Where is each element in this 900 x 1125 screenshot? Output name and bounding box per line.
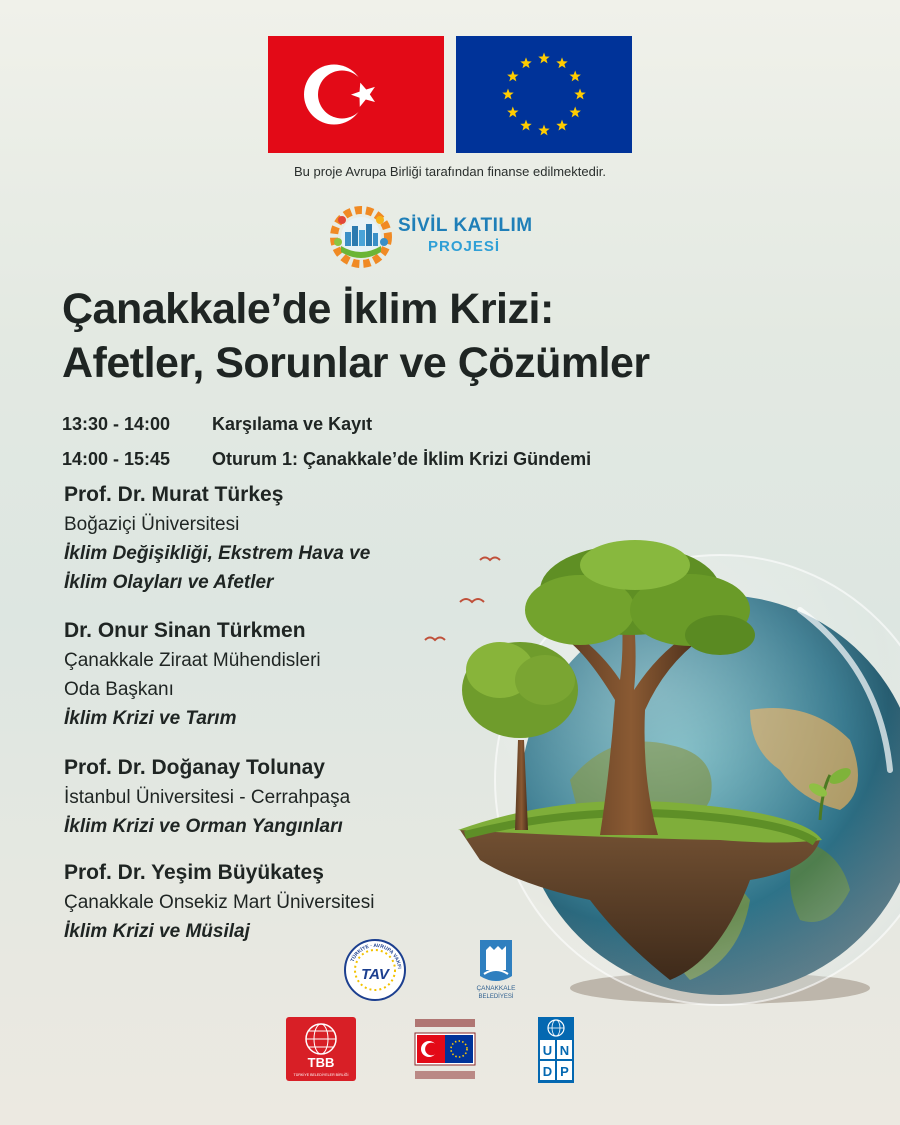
eu-star-icon xyxy=(520,120,531,131)
eu-star-icon xyxy=(538,53,549,64)
eu-star-icon xyxy=(574,89,585,100)
speaker-topic: İklim Krizi ve Orman Yangınları xyxy=(64,816,343,837)
eu-star-icon xyxy=(520,57,531,68)
tav-logo xyxy=(342,937,408,1003)
speaker-name: Prof. Dr. Murat Türkeş xyxy=(64,483,284,506)
eu-flag xyxy=(456,36,632,153)
eu-star-icon xyxy=(507,71,518,82)
headline-line-2: Afetler, Sorunlar ve Çözümler xyxy=(62,339,650,387)
speaker-topic: İklim Krizi ve Müsilaj xyxy=(64,921,250,942)
tav-ring-text: TÜRKİYE · AVRUPA VAKFI xyxy=(349,942,402,970)
tbb-logo xyxy=(286,1017,356,1081)
tav-label: TAV xyxy=(361,966,389,983)
eu-stars-icon xyxy=(456,36,632,153)
eu-star-icon xyxy=(538,125,549,136)
speaker-topic: İklim Olayları ve Afetler xyxy=(64,572,274,593)
schedule-label: Karşılama ve Kayıt xyxy=(212,414,373,434)
schedule-row xyxy=(62,449,591,470)
crescent-star-icon xyxy=(268,36,444,153)
eu-star-icon xyxy=(507,107,518,118)
schedule-time: 13:30 - 14:00 xyxy=(62,414,171,434)
speaker-topic: İklim Krizi ve Tarım xyxy=(64,708,237,729)
eu-star-icon xyxy=(556,120,567,131)
turkey-flag xyxy=(268,36,444,153)
undp-letter-p: P xyxy=(560,1064,569,1079)
speaker-affiliation: Oda Başkanı xyxy=(64,679,174,700)
eu-star-icon xyxy=(556,57,567,68)
eu-affairs-directorate-logo xyxy=(413,1017,477,1083)
belediyesi-label: BELEDİYESİ xyxy=(478,994,514,1000)
canakkale-label: ÇANAKKALE xyxy=(476,985,516,992)
speaker-affiliation: Çanakkale Ziraat Mühendisleri xyxy=(64,650,321,671)
project-logo-subtitle: PROJESİ xyxy=(428,238,501,255)
tbb-label: TBB xyxy=(307,1055,335,1070)
eu-star-icon xyxy=(569,107,580,118)
speaker-name: Prof. Dr. Doğanay Tolunay xyxy=(64,756,325,779)
eu-star-icon xyxy=(569,71,580,82)
tbb-sub-label: TÜRKİYE BELEDİYELER BİRLİĞİ xyxy=(293,1073,349,1077)
eu-star-icon xyxy=(502,89,513,100)
schedule-label: Oturum 1: Çanakkale’de İklim Krizi Gündemi xyxy=(212,449,592,469)
undp-letter-u: U xyxy=(542,1043,553,1058)
eu-funding-caption: Bu proje Avrupa Birliği tarafından finanse edilmektedir. xyxy=(294,164,606,179)
canakkale-belediyesi-logo xyxy=(466,936,526,1002)
project-logo-title: SİVİL KATILIM xyxy=(398,215,533,236)
undp-logo xyxy=(538,1017,574,1083)
sivil-katilim-logo-icon xyxy=(330,206,392,268)
speaker-affiliation: Boğaziçi Üniversitesi xyxy=(64,514,240,535)
speaker-name: Dr. Onur Sinan Türkmen xyxy=(64,619,306,642)
schedule-time: 14:00 - 15:45 xyxy=(62,449,171,469)
speaker-affiliation: İstanbul Üniversitesi - Cerrahpaşa xyxy=(64,787,351,808)
undp-letter-n: N xyxy=(559,1043,570,1058)
speaker-topic: İklim Değişikliği, Ekstrem Hava ve xyxy=(64,543,371,564)
undp-letter-d: D xyxy=(542,1064,553,1079)
headline-line-1: Çanakkale’de İklim Krizi: xyxy=(62,285,554,333)
speaker-name: Prof. Dr. Yeşim Büyükateş xyxy=(64,861,324,884)
schedule-row xyxy=(62,414,372,435)
speaker-affiliation: Çanakkale Onsekiz Mart Üniversitesi xyxy=(64,892,375,913)
